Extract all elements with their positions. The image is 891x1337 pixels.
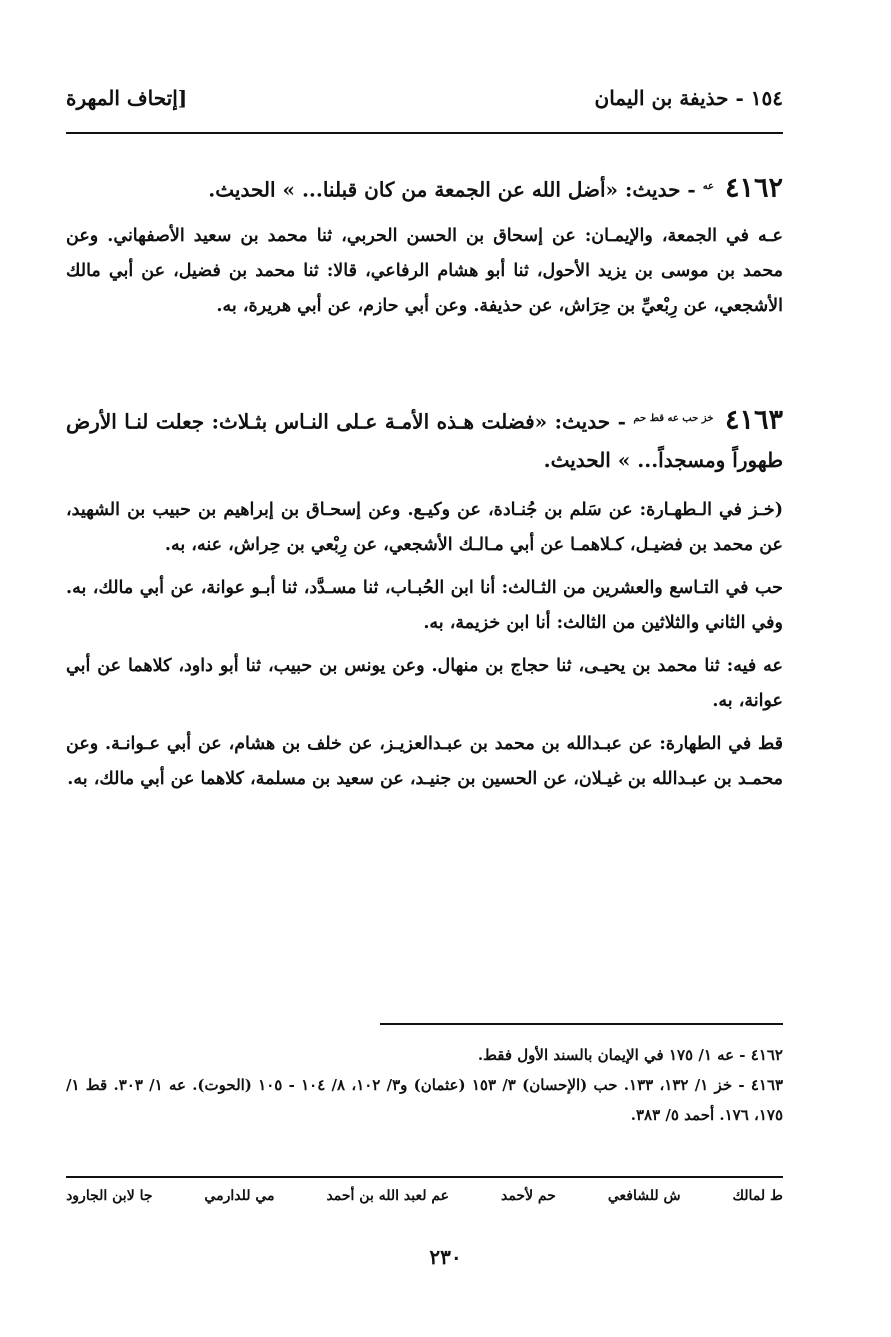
source-paragraph: عه فيه: ثنا محمد بن يحيـى، ثنا حجاج بن منهال. وعن يونس بن حبيب، ثنا أبو داود، كلاهما عن أبي عوانة، به. <box>66 655 783 711</box>
source-paragraph: عـه في الجمعة، والإيمـان: عن إسحاق بن الحسن الحربي، ثنا محمد بن سعيد الأصفهاني. وعن محمد بن موسى بن يزيد الأحول، ثنا أبو هشام الرفاعي، قالا: ثنا محمد بن فضيل، عن أبي مالك الأشجعي، عن رِبْعيِّ بن حِرَاش، عن حذيفة. وعن أبي حازم، عن أبي هريرة، به. <box>66 225 783 316</box>
hadith-title: - حديث: «أضل الله عن الجمعة من كان قبلنا... » الحديث. <box>208 177 696 202</box>
header-divider <box>66 132 783 134</box>
abbreviation-item: حم لأحمد <box>500 1188 556 1204</box>
footnote: ٤١٦٣ - خز ١/ ١٣٢، ١٣٣. حب (الإحسان) ٣/ ١٥٣ (عثمان) و٣/ ١٠٢، ٨/ ١٠٤ - ١٠٥ (الحوت). عه ١/ ٣٠٣. قط ١/ ١٧٥، ١٧٦. أحمد ٥/ ٣٨٣. <box>66 1076 784 1124</box>
hadith-heading <box>66 168 783 209</box>
hadith-entry-4163 <box>66 400 783 797</box>
abbreviation-item: ط لمالك <box>732 1188 783 1204</box>
page-number: ٢٣٠ <box>429 1245 462 1269</box>
hadith-entry-4162 <box>66 168 783 324</box>
footnote-divider <box>380 1023 783 1025</box>
header-chapter-title: ١٥٤ - حذيفة بن اليمان <box>594 86 783 110</box>
abbreviation-item: جا لابن الجارود <box>66 1188 153 1204</box>
hadith-number: ٤١٦٣ <box>724 404 783 436</box>
running-header <box>66 78 783 118</box>
source-paragraph: (خـز في الـطهـارة: عن سَلم بن جُنـادة، عن وكيـع. وعن إسحـاق بن إبراهيم بن حبيب بن الشهيد، عن محمد بن فضيـل، كـلاهمـا عن أبي مـالـك الأشجعي، عن رِبْعي بن حِراش، عنه، به. <box>66 499 783 555</box>
hadith-title: - حديث: «فضلت هـذه الأمـة عـلى النـاس بثـلاث: جعلت لنـا الأرض طهوراً ومسجداً... » الحديث. <box>66 409 783 472</box>
abbreviation-divider <box>66 1176 783 1178</box>
hadith-sigla: عه <box>702 181 715 192</box>
hadith-sigla: خز حب عه قط حم <box>633 413 714 424</box>
abbreviation-item: ش للشافعي <box>607 1188 681 1204</box>
abbreviation-key <box>66 1188 783 1204</box>
source-paragraph: حب في التـاسع والعشرين من الثـالث: أنا ابن الحُبـاب، ثنا مسـدَّد، ثنا أبـو عوانة، عن أبي مالك، به. وفي الثاني والثلاثين من الثالث: أنا ابن خزيمة، به. <box>66 577 783 633</box>
footnotes <box>66 1040 783 1130</box>
footnote: ٤١٦٢ - عه ١/ ١٧٥ في الإيمان بالسند الأول فقط. <box>477 1046 783 1064</box>
abbreviation-item: مي للدارمي <box>204 1188 275 1204</box>
abbreviation-item: عم لعبد الله بن أحمد <box>326 1188 450 1204</box>
header-book-title: [إتحاف المهرة <box>66 86 188 110</box>
hadith-number: ٤١٦٢ <box>724 172 783 204</box>
source-paragraph: قط في الطهارة: عن عبـدالله بن محمد بن عبـدالعزيـز، عن خلف بن هشام، عن أبي عـوانـة. وعن محمـد بن عبـدالله بن غيـلان، عن الحسين بن جنيـد، عن سعيد بن مسلمة، كلاهما عن أبي مالك، به. <box>66 733 783 789</box>
hadith-heading <box>66 400 783 479</box>
